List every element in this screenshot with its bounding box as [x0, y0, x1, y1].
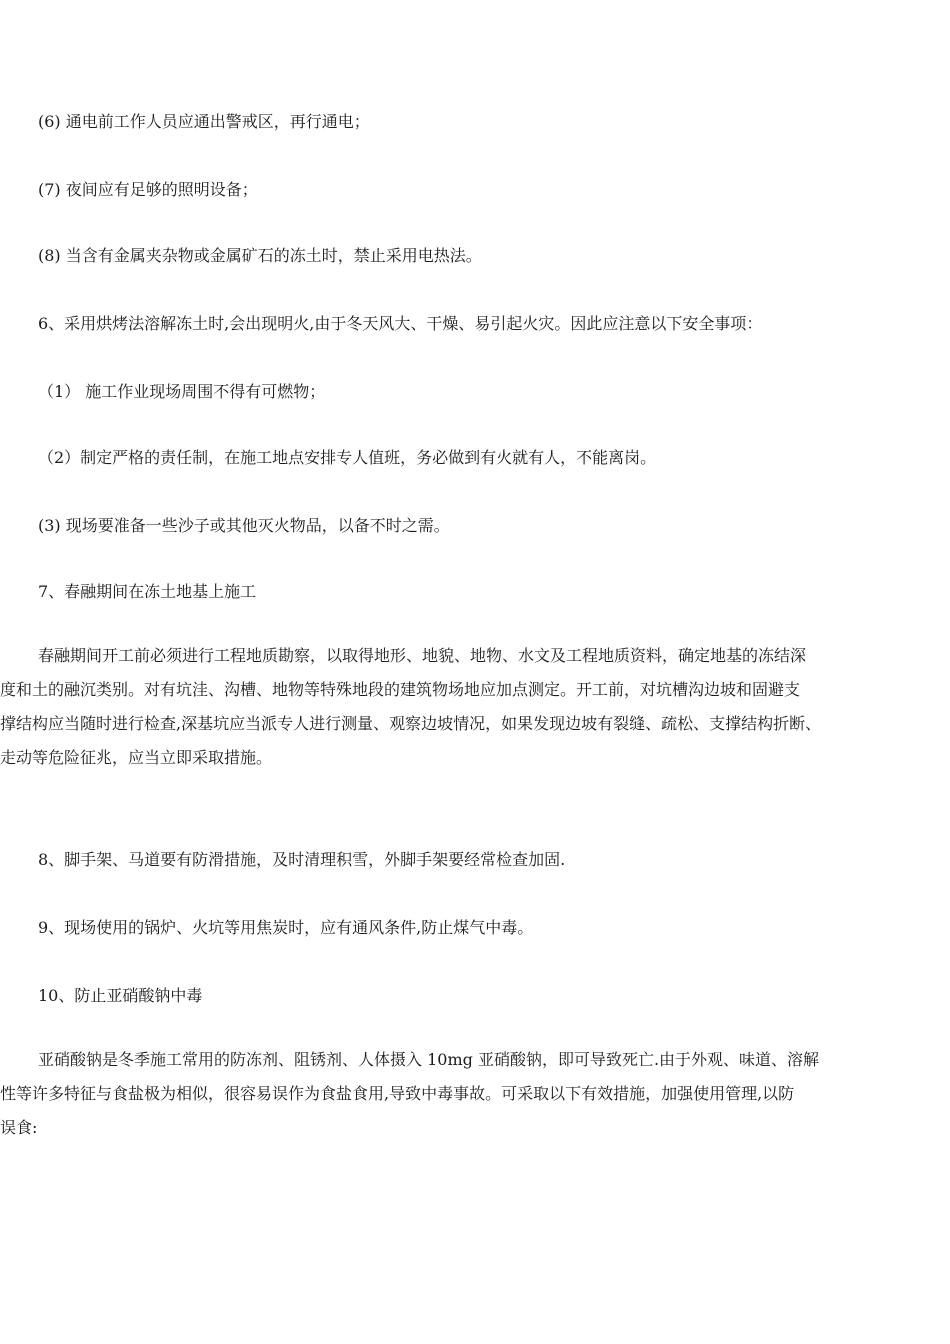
- section-7-heading: 7、春融期间在冻土地基上施工: [38, 582, 257, 601]
- paragraph-line: 性等许多特征与食盐极为相似，很容易误作为食盐食用,导致中毒事故。可采取以下有效措施，加强使用管理,以防: [0, 1084, 795, 1103]
- section-6-heading: 6、采用烘烤法溶解冻土时,会出现明火,由于冬天风大、干燥、易引起火灾。因此应注意以下安全事项：: [38, 314, 763, 333]
- list-item-8: (8) 当含有金属夹杂物或金属矿石的冻土时，禁止采用电热法。: [38, 246, 482, 265]
- list-item-3: (3) 现场要准备一些沙子或其他灭火物品，以备不时之需。: [38, 516, 450, 535]
- list-item-1: （1） 施工作业现场周围不得有可燃物；: [38, 382, 326, 401]
- section-8-text: 8、脚手架、马道要有防滑措施，及时清理积雪，外脚手架要经常检查加固.: [38, 850, 566, 869]
- section-10-paragraph: [0, 1043, 950, 1145]
- paragraph-line: 春融期间开工前必须进行工程地质勘察，以取得地形、地貌、地物、水文及工程地质资料，确定地基的冻结深: [38, 646, 807, 665]
- section-10-heading: 10、防止亚硝酸钠中毒: [38, 986, 203, 1005]
- list-item-7: (7) 夜间应有足够的照明设备；: [38, 180, 258, 199]
- section-7-paragraph: [0, 639, 950, 775]
- paragraph-line: 亚硝酸钠是冬季施工常用的防冻剂、阻锈剂、人体摄入 10mg 亚硝酸钠，即可导致死亡.由于外观、味道、溶解: [38, 1050, 820, 1069]
- list-item-6: (6) 通电前工作人员应通出警戒区，再行通电；: [38, 112, 370, 131]
- paragraph-line: 撑结构应当随时进行检查,深基坑应当派专人进行测量、观察边坡情况，如果发现边坡有裂缝、疏松、支撑结构折断、: [0, 714, 822, 733]
- paragraph-line: 走动等危险征兆，应当立即采取措施。: [0, 748, 273, 767]
- list-item-2: （2）制定严格的责任制，在施工地点安排专人值班，务必做到有火就有人，不能离岗。: [38, 448, 657, 467]
- paragraph-line: 度和土的融沉类别。对有坑洼、沟槽、地物等特殊地段的建筑物场地应加点测定。开工前，对坑槽沟边坡和固避支: [0, 680, 801, 699]
- section-9-text: 9、现场使用的锅炉、火坑等用焦炭时，应有通风条件,防止煤气中毒。: [38, 918, 534, 937]
- paragraph-line: 误食:: [0, 1118, 38, 1137]
